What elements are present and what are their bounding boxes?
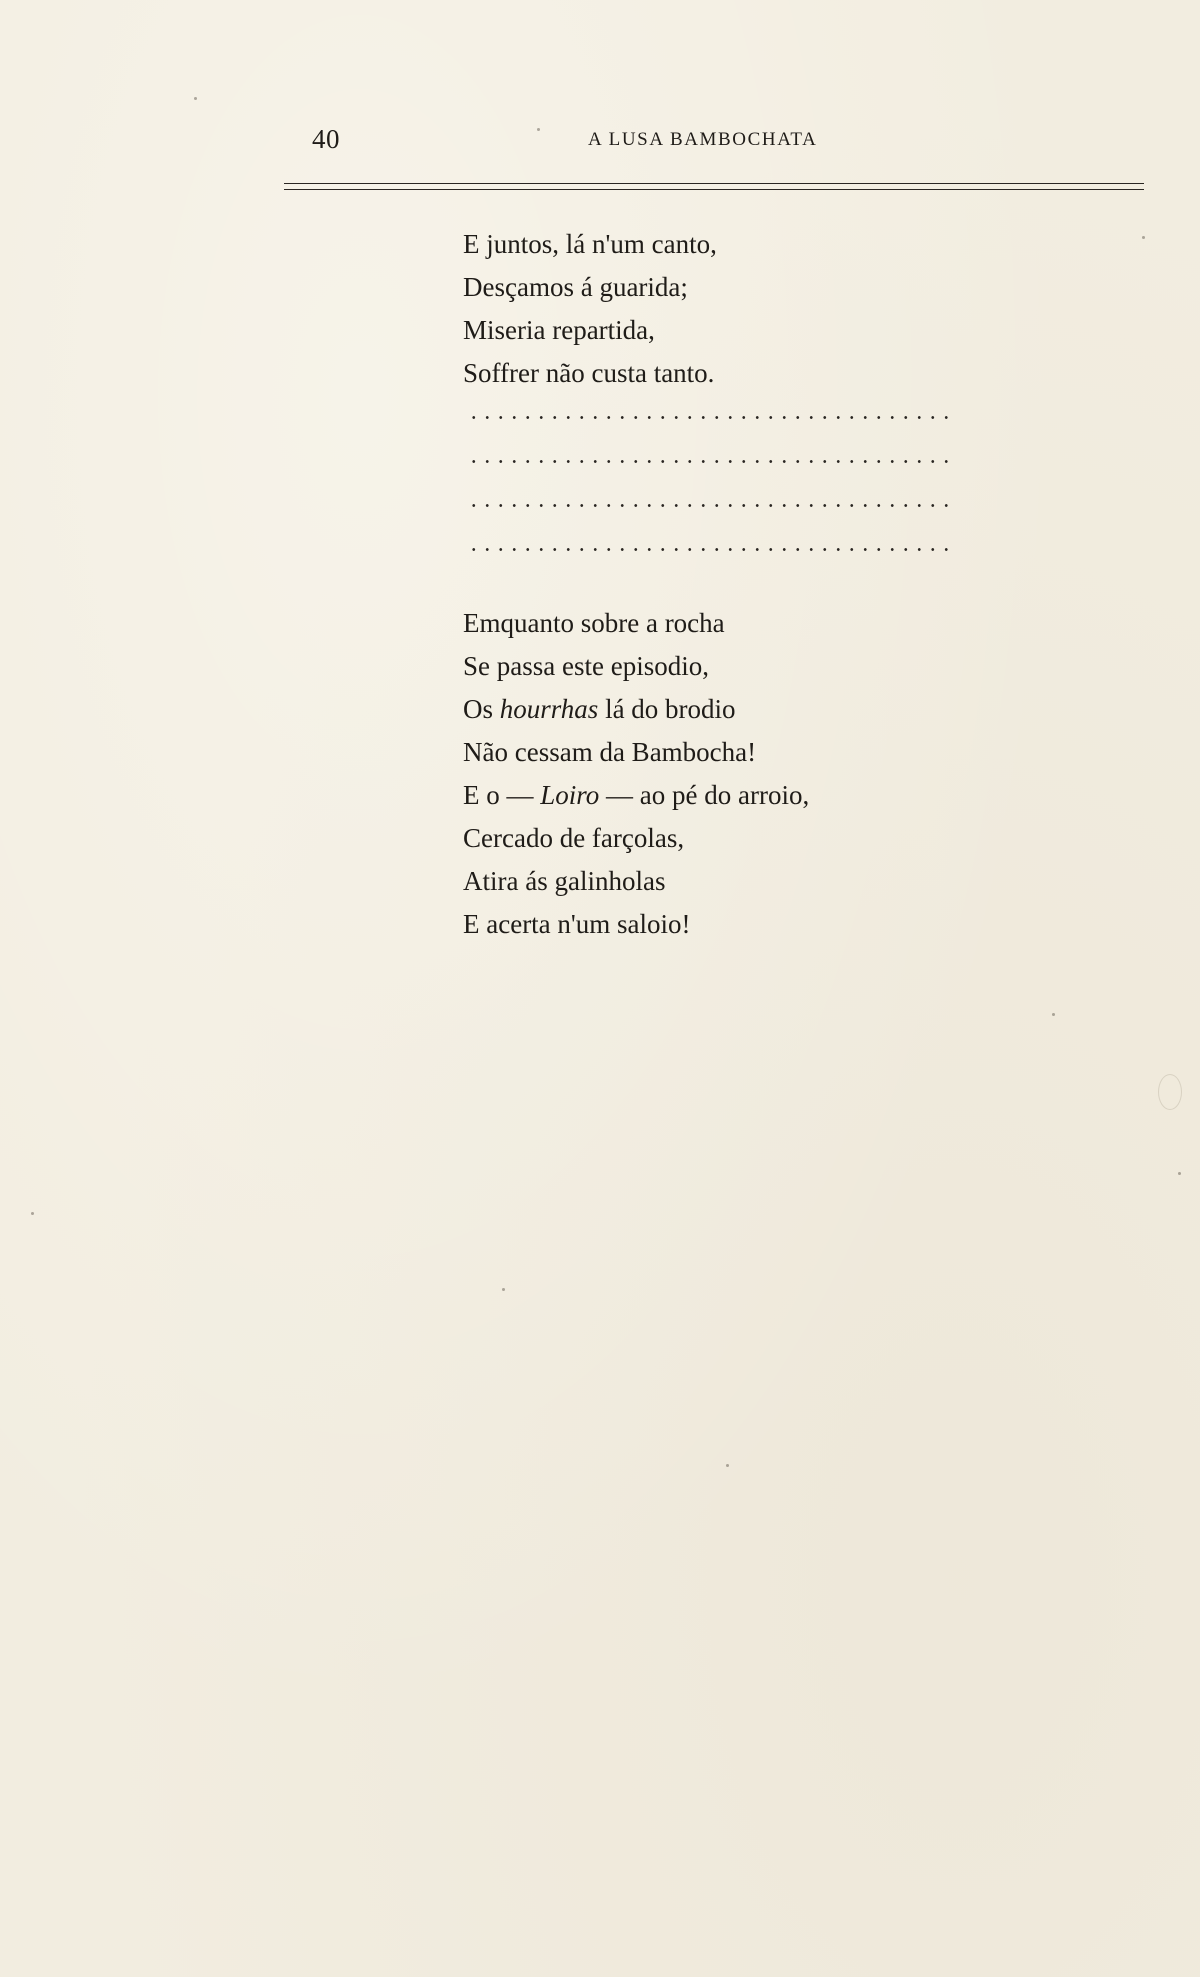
- dotted-line: [463, 395, 955, 439]
- paper-speck: [31, 1212, 34, 1215]
- elision-dots: [463, 395, 955, 571]
- page-number: 40: [312, 124, 340, 154]
- paper-mark: [1158, 1074, 1182, 1110]
- verse-line: E acerta n'um saloio!: [463, 909, 691, 939]
- header-rule-bottom: [284, 189, 1144, 190]
- paper-speck: [537, 128, 540, 131]
- paper-speck: [1142, 236, 1145, 239]
- verse-line: [463, 774, 809, 817]
- verse-line: Emquanto sobre a rocha: [463, 608, 725, 638]
- stanza-1: [463, 223, 717, 395]
- verse-line: [463, 688, 809, 731]
- verse-text: E o —: [463, 780, 541, 810]
- verse-line: Soffrer não custa tanto.: [463, 358, 715, 388]
- verse-line: Se passa este episodio,: [463, 651, 709, 681]
- dotted-line: [463, 439, 955, 483]
- verse-line: Desçamos á guarida;: [463, 272, 688, 302]
- paper-speck: [1178, 1172, 1181, 1175]
- verse-text: Os: [463, 694, 500, 724]
- verse-line: Atira ás galinholas: [463, 866, 666, 896]
- paper-speck: [502, 1288, 505, 1291]
- verse-line: E juntos, lá n'um canto,: [463, 229, 717, 259]
- paper-speck: [726, 1464, 729, 1467]
- verse-text: — ao pé do arroio,: [599, 780, 810, 810]
- italic-word: Loiro: [540, 780, 600, 810]
- verse-text: lá do brodio: [598, 694, 736, 724]
- stanza-2: [463, 602, 809, 946]
- paper-speck: [1052, 1013, 1055, 1016]
- verse-line: Cercado de farçolas,: [463, 823, 685, 853]
- verse-line: Não cessam da Bambocha!: [463, 737, 757, 767]
- header-rule-top: [284, 183, 1144, 184]
- italic-word: hourrhas: [499, 694, 599, 724]
- dotted-line: [463, 527, 955, 571]
- paper-speck: [194, 97, 197, 100]
- running-title: A LUSA BAMBOCHATA: [588, 129, 818, 150]
- dotted-line: [463, 483, 955, 527]
- verse-line: Miseria repartida,: [463, 315, 655, 345]
